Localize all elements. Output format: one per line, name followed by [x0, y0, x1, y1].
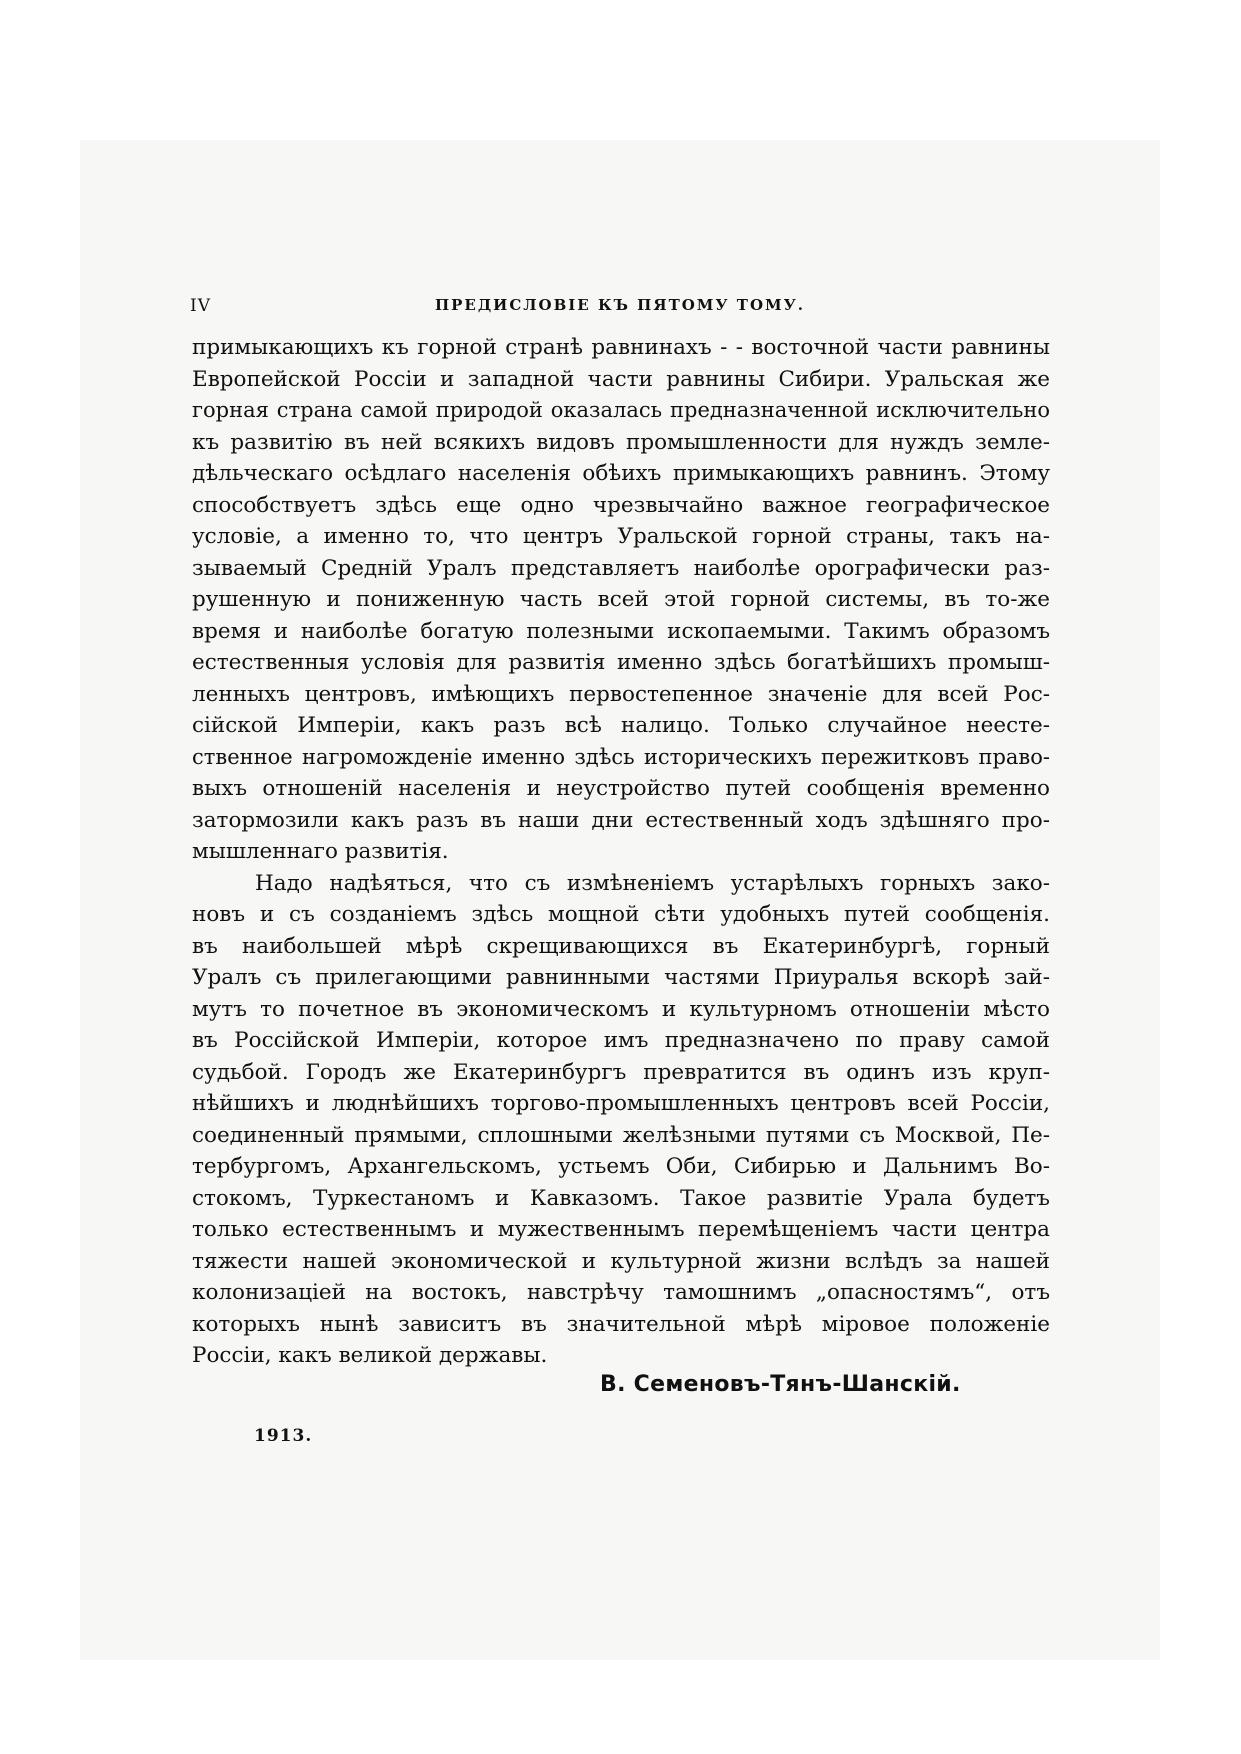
text-line: способствуетъ здѣсь еще одно чрезвычайно важное географическое [192, 492, 1050, 518]
running-header [190, 296, 1050, 324]
text-line: время и наиболѣе богатую полезными ископаемыми. Такимъ образомъ [192, 618, 1050, 644]
text-line: тербургомъ, Архангельскомъ, устьемъ Оби, Сибирью и Дальнимъ Во- [192, 1154, 1050, 1179]
author-signature: В. Семеновъ-Тянъ-Шанскій. [600, 1372, 961, 1397]
text-line: въ Россійской Имперіи, которое имъ предназначено по праву самой [192, 1028, 1050, 1053]
text-line: нѣйшихъ и люднѣйшихъ торгово-промышленныхъ центровъ всей Россіи, [192, 1091, 1050, 1116]
text-line: условіе, а именно то, что центръ Уральской горной страны, такъ на- [192, 524, 1050, 549]
text-line: Уралъ съ прилегающими равнинными частями Приуралья вскорѣ зай- [192, 965, 1050, 990]
text-line: Надо надѣяться, что съ измѣненіемъ устарѣлыхъ горныхъ зако- [255, 870, 1050, 896]
text-line: которыхъ нынѣ зависитъ въ значительной мѣрѣ міровое положеніе [192, 1311, 1050, 1337]
text-line: новъ и съ созданіемъ здѣсь мощной сѣти удобныхъ путей сообщенія. [192, 902, 1050, 927]
text-line: рушенную и пониженную часть всей этой горной системы, въ то-же [192, 587, 1050, 612]
page-number: IV [190, 296, 211, 316]
text-line: зываемый Средній Уралъ представляетъ наиболѣе орографически раз- [192, 555, 1050, 581]
text-line: затормозили какъ разъ въ наши дни естественный ходъ здѣшняго про- [192, 807, 1050, 833]
body-text [192, 332, 1050, 1372]
text-line: тяжести нашей экономической и культурной жизни вслѣдъ за нашей [192, 1248, 1050, 1274]
text-line: естественныя условія для развитія именно здѣсь богатѣйшихъ промыш- [192, 650, 1050, 675]
date-line: 1913. [254, 1426, 313, 1446]
text-line: выхъ отношеній населенія и неустройство путей сообщенія временно [192, 776, 1050, 801]
text-line: мутъ то почетное въ экономическомъ и культурномъ отношеніи мѣсто [192, 996, 1050, 1022]
text-line: стокомъ, Туркестаномъ и Кавказомъ. Такое развитіе Урала будетъ [192, 1185, 1050, 1211]
text-line: Европейской Россіи и западной части равнины Сибири. Уральская же [192, 366, 1050, 392]
text-line: мышленнаго развитія. [192, 839, 449, 864]
text-line: примыкающихъ къ горной странѣ равнинахъ - - восточной части равнины [192, 335, 1050, 360]
text-line: къ развитію въ ней всякихъ видовъ промышленности для нуждъ земле- [192, 429, 1050, 455]
text-line: только естественнымъ и мужественнымъ перемѣщеніемъ части центра [192, 1217, 1050, 1242]
text-line: сійской Имперіи, какъ разъ всѣ налицо. Только случайное неесте- [192, 713, 1050, 738]
text-line: ственное нагроможденіе именно здѣсь историческихъ пережитковъ право- [192, 744, 1050, 769]
text-line: соединенный прямыми, сплошными желѣзными путями съ Москвой, Пе- [192, 1122, 1050, 1148]
running-title: ПРЕДИСЛОВІЕ КЪ ПЯТОМУ ТОМУ. [434, 296, 806, 314]
text-line: въ наибольшей мѣрѣ скрещивающихся въ Екатеринбургѣ, горный [192, 933, 1050, 959]
text-line: судьбой. Городъ же Екатеринбургъ превратится въ одинъ изъ круп- [192, 1059, 1050, 1085]
text-line: горная страна самой природой оказалась предназначенной исключительно [192, 398, 1050, 422]
text-line: колонизаціей на востокъ, навстрѣчу тамошнимъ „опасностямъ“, отъ [192, 1280, 1050, 1305]
text-line: ленныхъ центровъ, имѣющихъ первостепенное значеніе для всей Рос- [192, 681, 1050, 707]
text-line: Россіи, какъ великой державы. [192, 1343, 548, 1368]
text-line: дѣльческаго осѣдлаго населенія обѣихъ примыкающихъ равнинъ. Этому [192, 461, 1050, 486]
